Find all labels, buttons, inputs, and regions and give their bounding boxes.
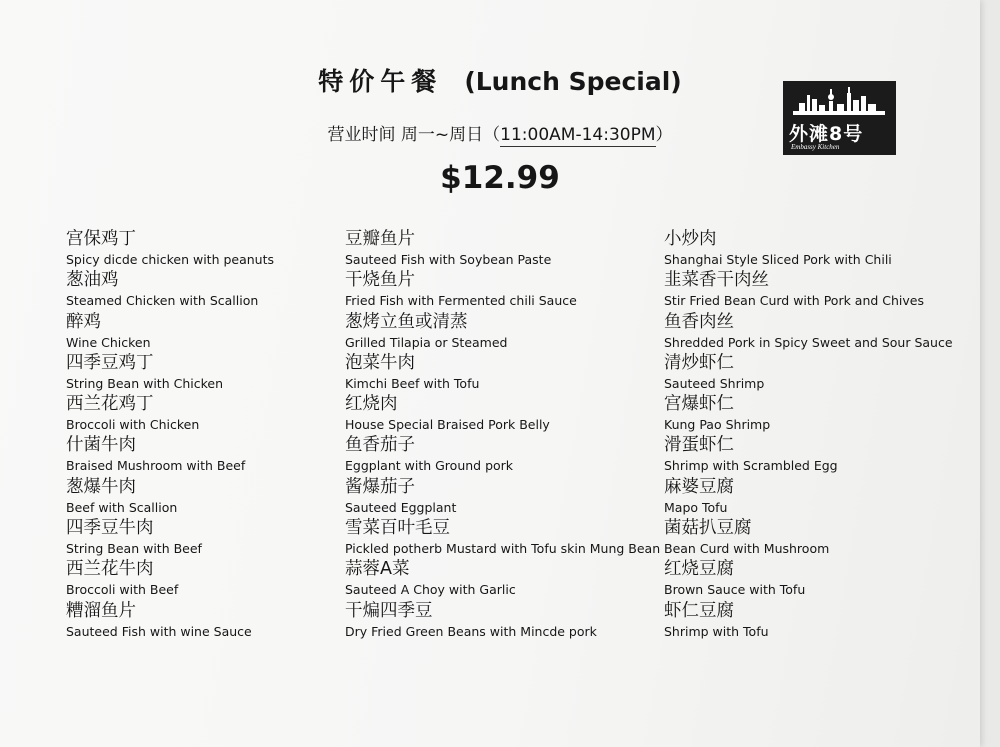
menu-column-2	[345, 227, 660, 640]
logo-subtitle: Embassy Kitchen	[791, 143, 840, 151]
menu-column-1	[66, 227, 274, 640]
dish-name-chinese: 豆瓣鱼片	[345, 229, 415, 249]
dish-name-chinese: 菌菇扒豆腐	[664, 518, 752, 539]
menu-item	[345, 310, 660, 351]
dish-name-chinese: 泡菜牛肉	[345, 352, 415, 373]
menu-item	[345, 433, 660, 474]
menu-item	[664, 392, 953, 433]
title-english: (Lunch Special)	[464, 67, 682, 96]
menu-item	[66, 516, 274, 557]
menu-item	[66, 599, 274, 640]
menu-item	[66, 557, 274, 598]
dish-name-chinese: 鱼香肉丝	[664, 311, 734, 332]
logo-name: 外滩8号	[789, 123, 864, 145]
dish-name-english: Shredded Pork in Spicy Sweet and Sour Sauce	[664, 334, 953, 350]
menu-column-3	[664, 227, 953, 640]
dish-name-chinese: 糟溜鱼片	[66, 600, 136, 621]
dish-name-chinese: 四季豆牛肉	[66, 518, 154, 539]
menu-item	[66, 351, 274, 392]
dish-name-english: String Bean with Beef	[66, 541, 202, 557]
menu-item	[66, 310, 274, 351]
dish-name-chinese: 蒜蓉A菜	[345, 559, 410, 580]
dish-name-chinese: 西兰花牛肉	[66, 559, 154, 580]
dish-name-chinese: 韭菜香干肉丝	[664, 270, 769, 291]
dish-name-english: Broccoli with Beef	[66, 582, 179, 598]
hours-time: 11:00AM-14:30PM	[500, 125, 656, 145]
dish-name-chinese: 麻婆豆腐	[664, 476, 734, 497]
dish-name-chinese: 宫爆虾仁	[664, 394, 734, 415]
dish-name-english: Bean Curd with Mushroom	[664, 541, 830, 557]
menu-item	[664, 268, 953, 309]
dish-name-english: Mapo Tofu	[664, 499, 728, 515]
dish-name-chinese: 宫保鸡丁	[66, 229, 136, 249]
dish-name-chinese: 雪菜百叶毛豆	[345, 518, 450, 539]
menu-item	[345, 557, 660, 598]
dish-name-english: House Special Braised Pork Belly	[345, 417, 550, 433]
dish-name-chinese: 红烧肉	[345, 394, 398, 415]
menu-item	[345, 516, 660, 557]
menu-item	[664, 351, 953, 392]
menu-item	[345, 392, 660, 433]
title-chinese: 特价午餐	[318, 67, 443, 96]
hours-label: 营业时间 周一~周日（	[327, 125, 501, 145]
dish-name-english: Dry Fried Green Beans with Mincde pork	[345, 623, 597, 639]
dish-name-chinese: 葱爆牛肉	[66, 476, 136, 497]
dish-name-english: Wine Chicken	[66, 334, 151, 350]
lunch-price: $12.99	[440, 160, 560, 196]
menu-item	[664, 599, 953, 640]
dish-name-chinese: 干烧鱼片	[345, 270, 415, 291]
dish-name-english: Steamed Chicken with Scallion	[66, 293, 259, 309]
dish-name-english: Sauteed Shrimp	[664, 375, 765, 391]
menu-item	[345, 351, 660, 392]
dish-name-chinese: 葱油鸡	[66, 270, 119, 291]
dish-name-english: Sauteed Fish with Soybean Paste	[345, 252, 552, 267]
dish-name-chinese: 什菌牛肉	[66, 435, 136, 456]
menu-item	[66, 475, 274, 516]
dish-name-english: String Bean with Chicken	[66, 375, 223, 391]
dish-name-chinese: 醉鸡	[66, 311, 101, 332]
dish-name-english: Kimchi Beef with Tofu	[345, 375, 480, 391]
dish-name-english: Beef with Scallion	[66, 499, 178, 515]
dish-name-chinese: 虾仁豆腐	[664, 600, 734, 621]
menu-item	[345, 227, 660, 268]
dish-name-english: Stir Fried Bean Curd with Pork and Chives	[664, 293, 925, 309]
dish-name-chinese: 酱爆茄子	[345, 476, 415, 497]
menu-item	[66, 392, 274, 433]
dish-name-english: Eggplant with Ground pork	[345, 458, 514, 474]
dish-name-chinese: 四季豆鸡丁	[66, 352, 154, 373]
menu-item	[345, 475, 660, 516]
dish-name-chinese: 葱烤立鱼或清蒸	[345, 311, 468, 332]
skyline-icon	[789, 85, 889, 119]
menu-item	[345, 268, 660, 309]
dish-name-english: Sauteed Eggplant	[345, 499, 457, 515]
menu-item	[66, 433, 274, 474]
menu-item	[664, 433, 953, 474]
dish-name-english: Fried Fish with Fermented chili Sauce	[345, 293, 577, 309]
dish-name-english: Brown Sauce with Tofu	[664, 582, 806, 598]
dish-name-chinese: 滑蛋虾仁	[664, 435, 734, 456]
menu-item	[664, 475, 953, 516]
menu-item	[66, 227, 274, 268]
dish-name-chinese: 鱼香茄子	[345, 435, 415, 456]
dish-name-english: Shrimp with Scrambled Egg	[664, 458, 838, 474]
dish-name-english: Braised Mushroom with Beef	[66, 458, 246, 474]
restaurant-logo	[783, 81, 896, 155]
dish-name-english: Shrimp with Tofu	[664, 623, 769, 639]
dish-name-english: Kung Pao Shrimp	[664, 417, 771, 433]
menu-item	[664, 557, 953, 598]
dish-name-chinese: 西兰花鸡丁	[66, 394, 154, 415]
dish-name-english: Broccoli with Chicken	[66, 417, 200, 433]
dish-name-chinese: 小炒肉	[664, 229, 717, 249]
dish-name-english: Pickled potherb Mustard with Tofu skin Mung Bean	[345, 541, 661, 557]
dish-name-chinese: 红烧豆腐	[664, 559, 734, 580]
dish-name-chinese: 干煸四季豆	[345, 600, 433, 621]
dish-name-english: Sauteed A Choy with Garlic	[345, 582, 516, 598]
menu-item	[664, 516, 953, 557]
dish-name-english: Sauteed Fish with wine Sauce	[66, 623, 252, 639]
menu-item	[66, 268, 274, 309]
dish-name-english: Grilled Tilapia or Steamed	[345, 334, 508, 350]
dish-name-english: Shanghai Style Sliced Pork with Chili	[664, 252, 892, 267]
hours-close: ）	[655, 125, 673, 145]
dish-name-english: Spicy dicde chicken with peanuts	[66, 252, 275, 267]
dish-name-chinese: 清炒虾仁	[664, 352, 734, 373]
menu-item	[664, 310, 953, 351]
menu-item	[664, 227, 953, 268]
menu-item	[345, 599, 660, 640]
